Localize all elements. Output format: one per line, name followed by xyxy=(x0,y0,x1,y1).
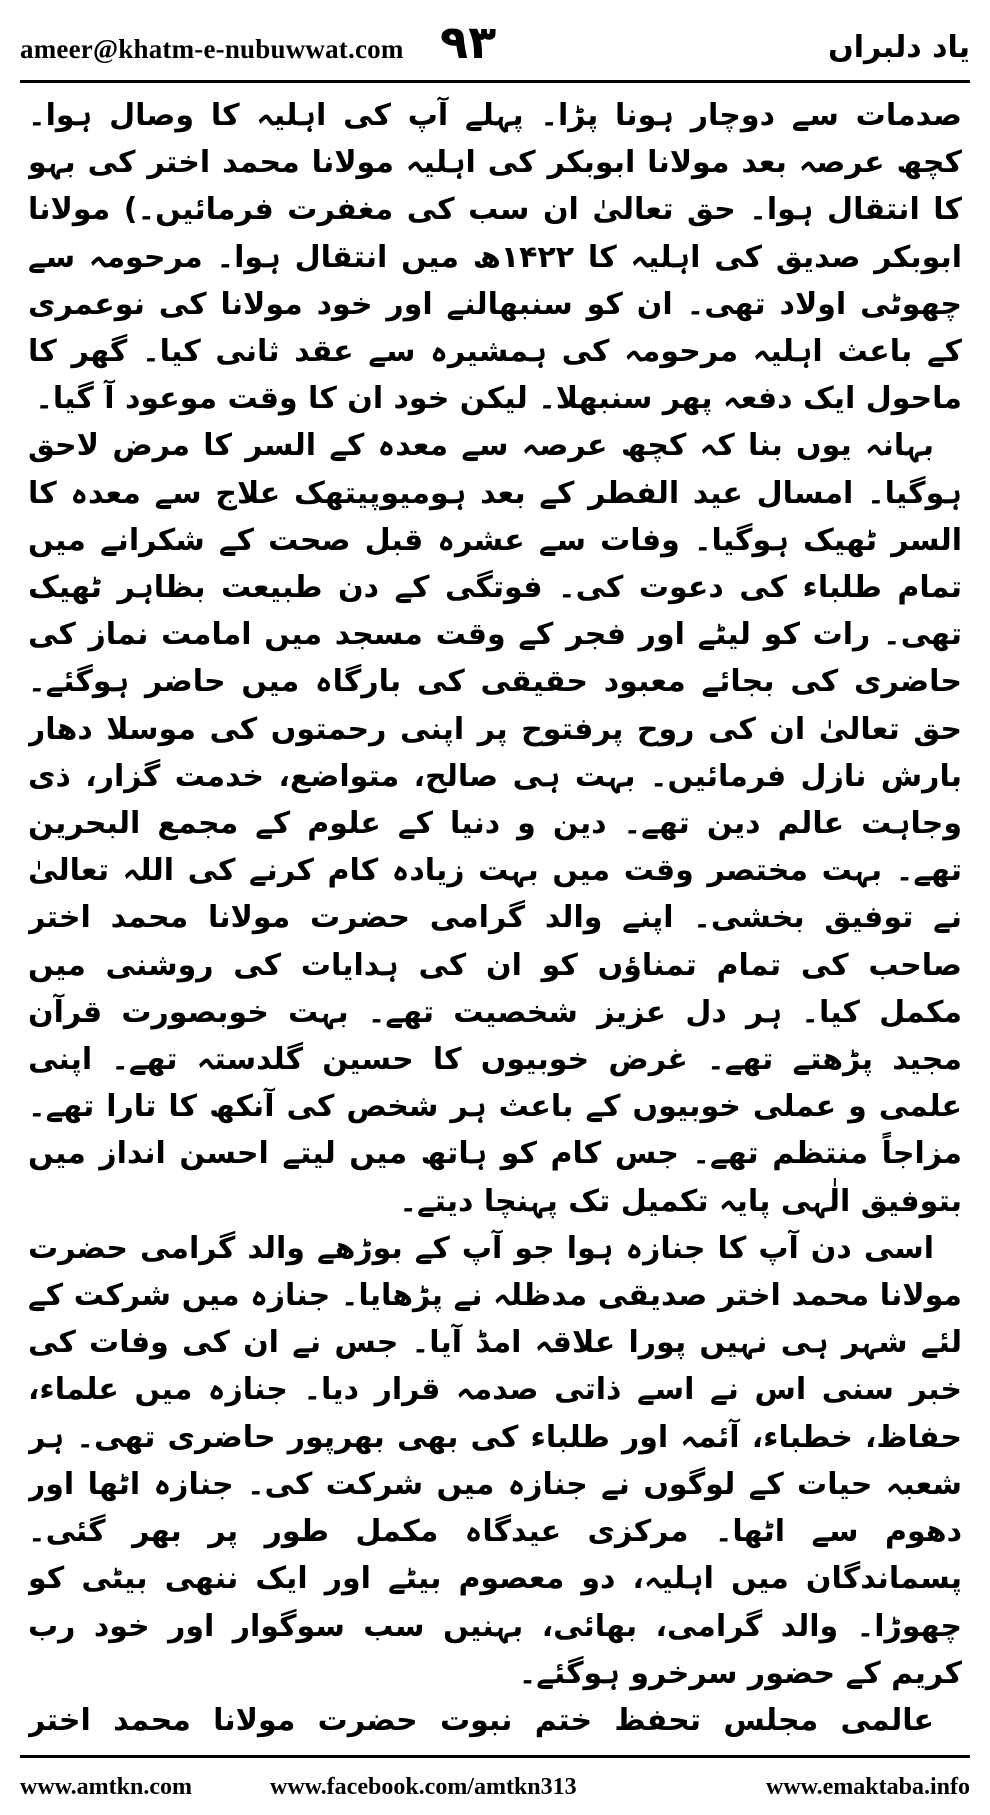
footer-divider xyxy=(20,1755,970,1758)
page-number: ٩٣ xyxy=(440,15,497,69)
header-divider xyxy=(20,80,970,83)
paragraph-3: اسی دن آپ کا جنازہ ہوا جو آپ کے بوڑھے والد گرامی حضرت مولانا محمد اختر صدیقی مدظلہ نے پڑھایا۔ جنازہ میں شرکت کے لئے شہر ہی نہیں پورا علاقہ امڈ آیا۔ جس نے ان کی وفات کی خبر سنی اس نے اسے ذاتی صدمہ قرار دیا۔ جنازہ میں علماء، حفاظ، خطباء، آئمہ اور طلباء کی بھی بھرپور حاضری تھی۔ ہر شعبہ حیات کے لوگوں نے جنازہ میں شرکت کی۔ جنازہ اٹھا اور دھوم سے اٹھا۔ مرکزی عیدگاہ مکمل طور پر بھر گئی۔ پسماندگان میں اہلیہ، دو معصوم بیٹے اور ایک ننھی بیٹی کو چھوڑا۔ والد گرامی، بھائی، بہنیں سب سوگوار اور خود رب کریم کے حضور سرخرو ہوگئے۔ xyxy=(28,1230,962,1691)
paragraph-4: عالمی مجلس تحفظ ختم نبوت حضرت مولانا محمد اختر xyxy=(28,1702,934,1738)
header-email: ameer@khatm-e-nubuwwat.com xyxy=(20,34,404,64)
page-header xyxy=(20,12,970,72)
footer-link-amtkn[interactable]: www.amtkn.com xyxy=(20,1774,192,1800)
paragraph-2: بہانہ یوں بنا کہ کچھ عرصہ سے معدہ کے السر کا مرض لاحق ہوگیا۔ امسال عید الفطر کے بعد ہومیوپیتھک علاج سے معدہ کا السر ٹھیک ہوگیا۔ وفات سے عشرہ قبل صحت کے شکرانے میں تمام طلباء کی دعوت کی۔ فوتگی کے دن طبیعت بظاہر ٹھیک تھی۔ رات کو لیٹے اور فجر کے وقت مسجد میں امامت نماز کی حاضری کی بجائے معبود حقیقی کی بارگاہ میں حاضر ہوگئے۔ حق تعالیٰ ان کی روح پرفتوح پر اپنی رحمتوں کی موسلا دھار بارش نازل فرمائیں۔ بہت ہی صالح، متواضع، خدمت گزار، ذی وجاہت عالم دین تھے۔ دین و دنیا کے علوم کے مجمع البحرین تھے۔ بہت مختصر وقت میں بہت زیادہ کام کرنے کی اللہ تعالیٰ نے توفیق بخشی۔ اپنے والد گرامی حضرت مولانا محمد اختر صاحب کی تمام تمناؤں کو ان کی ہدایات کی روشنی میں مکمل کیا۔ ہر دل عزیز شخصیت تھے۔ بہت خوبصورت قرآن مجید پڑھتے تھے۔ غرض خوبیوں کا حسین گلدستہ تھے۔ اپنی علمی و عملی خوبیوں کے باعث ہر شخص کی آنکھ کا تارا تھے۔ مزاجاً منتظم تھے۔ جس کام کو ہاتھ میں لیتے احسن انداز میں بتوفیق الٰہی پایہ تکمیل تک پہنچا دیتے۔ xyxy=(28,428,962,1219)
page-footer xyxy=(20,1770,970,1806)
footer-link-facebook[interactable]: www.facebook.com/amtkn313 xyxy=(270,1774,577,1800)
footer-link-emaktaba[interactable]: www.emaktaba.info xyxy=(765,1774,970,1800)
book-title: یاد دلبراں xyxy=(828,30,970,65)
paragraph-1: صدمات سے دوچار ہونا پڑا۔ پہلے آپ کی اہلیہ کا وصال ہوا۔ کچھ عرصہ بعد مولانا ابوبکر کی اہلیہ مولانا محمد اختر کی بہو کا انتقال ہوا۔ حق تعالیٰ ان سب کی مغفرت فرمائیں۔) مولانا ابوبکر صدیق کی اہلیہ کا ۱۴۲۲ھ میں انتقال ہوا۔ مرحومہ سے چھوٹی اولاد تھی۔ ان کو سنبھالنے اور خود مولانا کی نوعمری کے باعث اہلیہ مرحومہ کی ہمشیرہ سے عقد ثانی کیا۔ گھر کا ماحول ایک دفعہ پھر سنبھلا۔ لیکن خود ان کا وقت موعود آ گیا۔ xyxy=(28,98,962,417)
page-body xyxy=(28,92,962,1742)
